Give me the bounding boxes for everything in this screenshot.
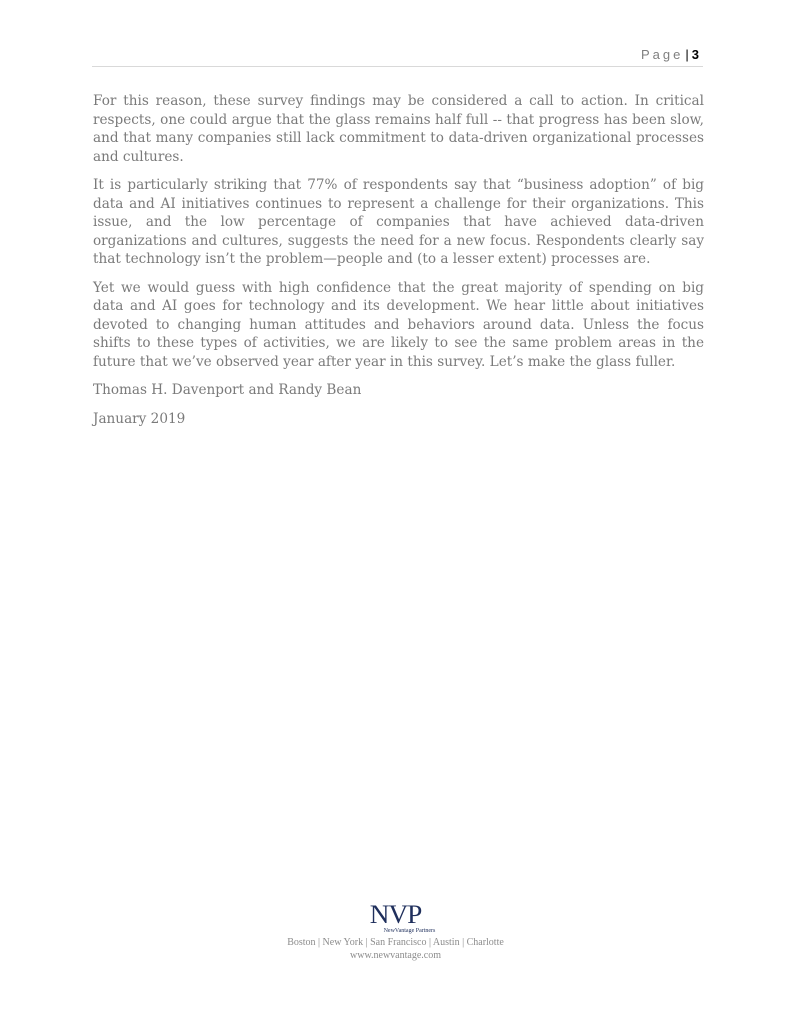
page-header — [92, 46, 703, 67]
paragraph-3: Yet we would guess with high confidence that the great majority of spending on big data and AI goes for technology and its development. We hear little about initiatives devoted to changing human attitudes and behaviors around data. Unless the focus shifts to these types of activities, we are likely to see the same problem areas in the future that we’ve observed year after year in this survey. Let’s make the glass fuller. — [93, 279, 704, 370]
page-label: Page — [641, 47, 684, 62]
office-cities: Boston | New York | San Francisco | Austin | Charlotte — [287, 937, 504, 948]
nvp-logo: NVP — [369, 900, 422, 929]
date-line: January 2019 — [93, 410, 186, 427]
page-separator: | — [685, 47, 689, 62]
page-footer — [0, 902, 791, 962]
website-url: www.newvantage.com — [350, 950, 441, 961]
logo-subtext: NewVantage Partners — [383, 928, 436, 934]
authors-line: Thomas H. Davenport and Randy Bean — [93, 382, 362, 398]
paragraph-2: It is particularly striking that 77% of respondents say that “business adoption” of big data and AI initiatives continues to represent a challenge for their organizations. This issue, and the low percentage of companies that have achieved data-driven organizations and cultures, suggests the need for a new focus. Respondents clearly say that technology isn’t the problem—people and (to a lesser extent) processes are. — [93, 177, 704, 267]
page-number: 3 — [691, 47, 699, 62]
paragraph-1: For this reason, these survey findings may be considered a call to action. In critical respects, one could argue that the glass remains half full -- that progress has been slow, and that many companies still lack commitment to data-driven organizational processes and cultures. — [93, 93, 704, 165]
body-text — [93, 92, 704, 438]
page-number-indicator — [641, 47, 699, 62]
